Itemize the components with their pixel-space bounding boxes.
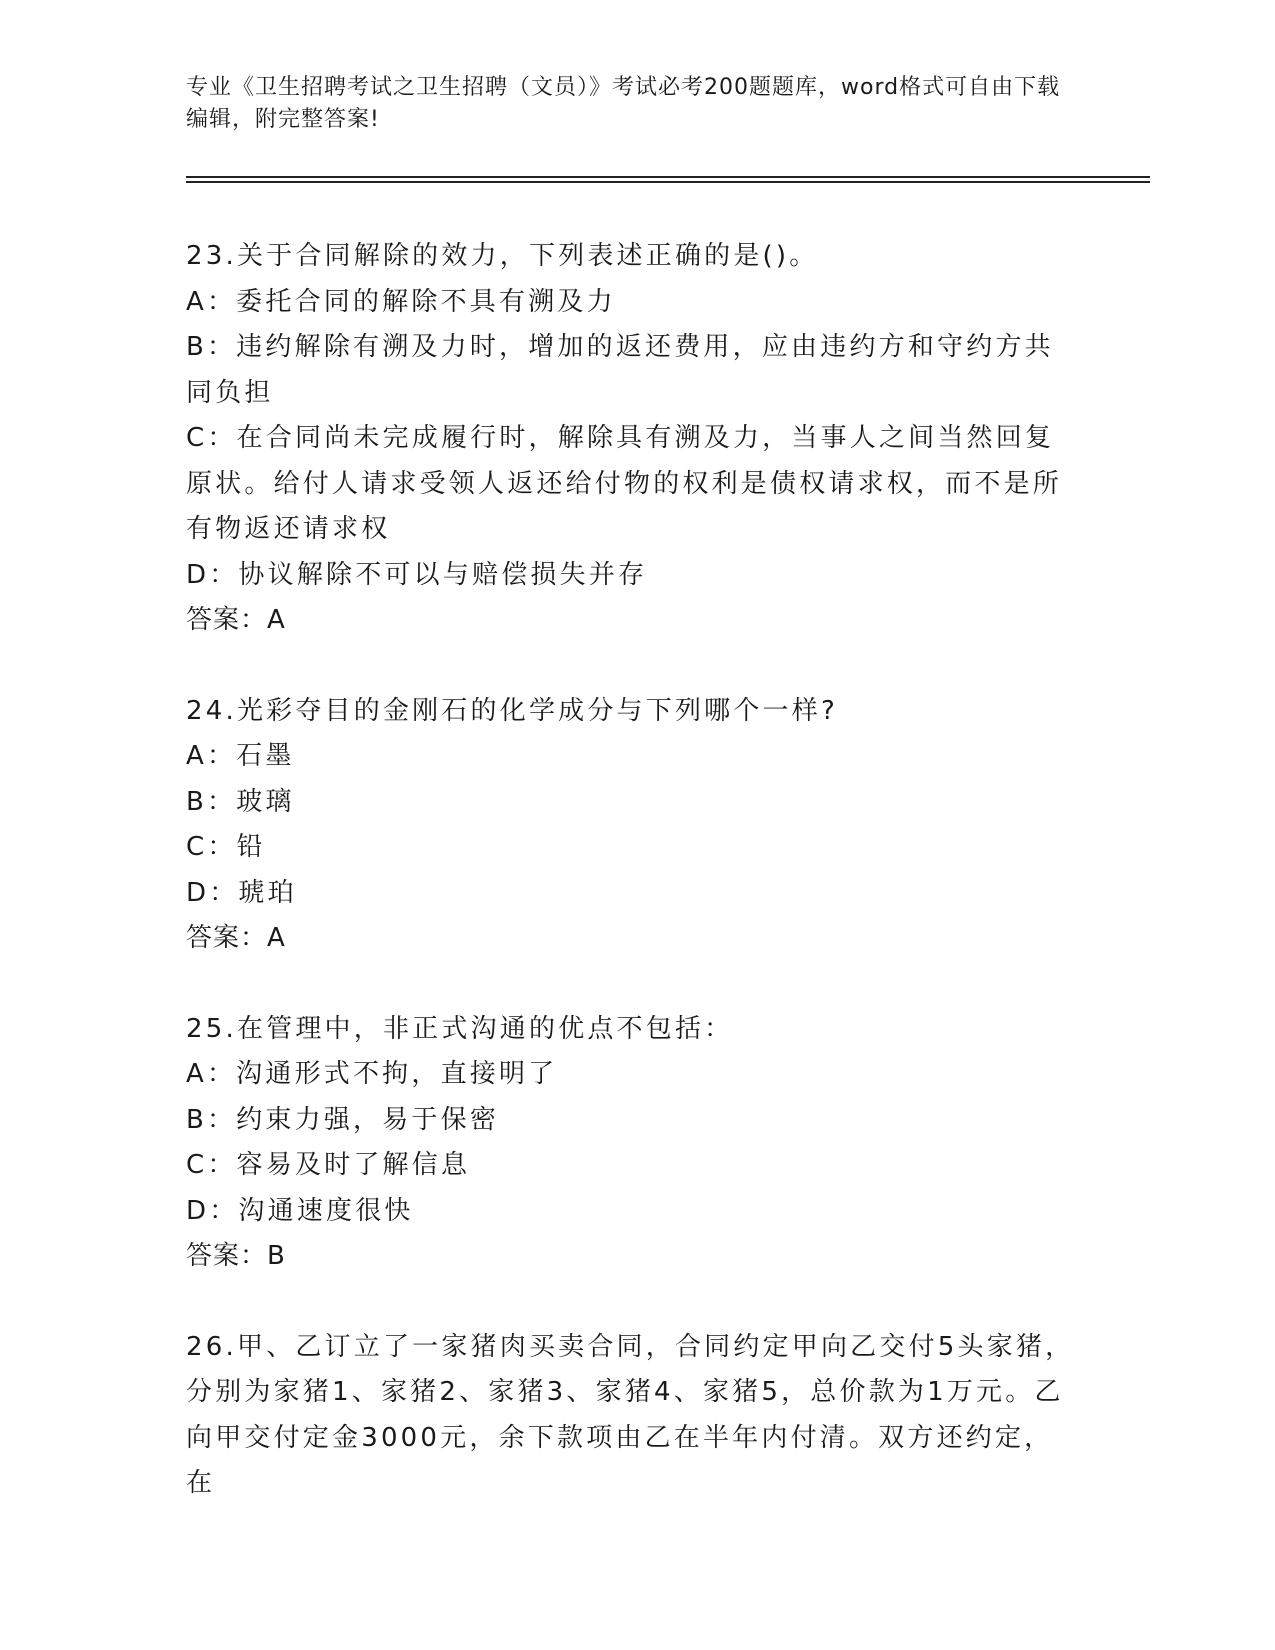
question-25 (186, 1007, 1076, 1280)
answer: 答案：A (186, 923, 286, 953)
option-a: A：沟通形式不拘，直接明了 (186, 1059, 558, 1089)
answer: 答案：A (186, 605, 286, 635)
question-stem: 24.光彩夺目的金刚石的化学成分与下列哪个一样? (186, 695, 838, 726)
question-stem: 26.甲、乙订立了一家猪肉买卖合同，合同约定甲向乙交付5头家猪，分别为家猪1、家猪2、家猪3、家猪4、家猪5，总价款为1万元。乙向甲交付定金3000元，余下款项由乙在半年内付清。双方还约定，在 (186, 1331, 1075, 1498)
option-c: C：在合同尚未完成履行时，解除具有溯及力，当事人之间当然回复原状。给付人请求受领人返还给付物的权利是债权请求权，而不是所有物返还请求权 (186, 423, 1063, 544)
answer: 答案：B (186, 1241, 286, 1271)
option-b: B：违约解除有溯及力时，增加的返还费用，应由违约方和守约方共同负担 (186, 332, 1054, 408)
question-24 (186, 689, 1076, 962)
option-c: C：铅 (186, 832, 266, 862)
question-list (186, 234, 1076, 1552)
option-d: D：沟通速度很快 (186, 1195, 414, 1226)
option-b: B：约束力强，易于保密 (186, 1104, 500, 1135)
question-23 (186, 234, 1076, 644)
question-stem: 23.关于合同解除的效力，下列表述正确的是()。 (186, 241, 819, 271)
question-stem: 25.在管理中，非正式沟通的优点不包括： (186, 1013, 734, 1044)
option-d: D：琥珀 (186, 877, 297, 908)
option-a: A：委托合同的解除不具有溯及力 (186, 286, 616, 317)
header-rule-top (186, 176, 1150, 178)
question-26 (186, 1325, 1076, 1507)
option-d: D：协议解除不可以与赔偿损失并存 (186, 559, 648, 590)
option-a: A：石墨 (186, 741, 295, 771)
option-c: C：容易及时了解信息 (186, 1150, 471, 1180)
option-b: B：玻璃 (186, 786, 295, 817)
header-rule-bottom (186, 181, 1150, 183)
document-header: 专业《卫生招聘考试之卫生招聘（文员）》考试必考200题题库，word格式可自由下载编辑，附完整答案! (186, 75, 1061, 132)
